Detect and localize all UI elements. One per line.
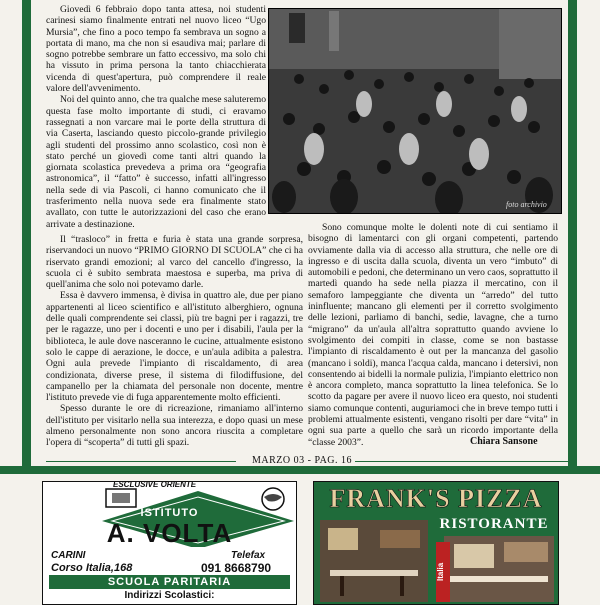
left-green-border	[22, 0, 31, 472]
article-paragraph: Noi del quinto anno, che tra qualche mese saluteremo questa fase molto importante di studi, ci eravamo rassegnati a non varcare mai le porte della struttura di via Caserta, lasciando questo piccolo-grande privilegio agli studenti del prossimo anno scolastico, così non è stato perché un giovedì come tanti altri quando la giornata scolastica prevedeva a prima ora “geografia astronomica”, il “fatto” è successo, infatti all'ingresso nella sede di via Pascoli, ci hanno comunicato che il trasferimento nella nuova sede era finalmente stato avallato, con tutte le autorizzazioni del caso che erano arrivate a destinazione.	[46, 94, 266, 230]
volta-address: Corso Italia,168	[51, 562, 133, 574]
article-paragraph: Il “trasloco” in fretta e furia è stata una grande sorpresa, riservandoci un nuovo “PRIMO GIORNO DI SCUOLA” che ci ha riservato grandi emozioni; al varco del cancello d'ingresso, la scuola ci è subito sembrata maestosa e superba, ma priva di quell'anima che solo noi potevamo darle.	[46, 234, 303, 291]
article-author: Chiara Sansone	[470, 436, 538, 447]
article-column-top-left	[46, 4, 266, 230]
volta-name: A. VOLTA	[106, 518, 233, 548]
right-green-border	[568, 0, 577, 472]
article-column-right	[308, 222, 558, 448]
volta-istituto-label: ISTITUTO	[140, 507, 199, 519]
ad-franks-pizza	[313, 481, 559, 605]
volta-indirizzi: Indirizzi Scolastici:	[124, 590, 215, 601]
restaurant-photo-graphic	[320, 520, 428, 602]
article-paragraph: Giovedì 6 febbraio dopo tanta attesa, noi studenti carinesi siamo finalmente entrati nel nuovo liceo “Ugo Mursia”, che fino a poco tempo fa sembrava un sogno a portata di mano, ma che non si esaudiva mai; parlare di sogno potrebbe sembrare un fatto eccessivo, ma solo chi ha vissuto in prima persona la tanto chiacchierata vicenda di quest'apertura, può comprendere il reale valore dell'avvenimento.	[46, 4, 266, 95]
ad-istituto-volta	[42, 481, 297, 605]
green-separator-band	[0, 466, 600, 474]
students-crowd-photo	[268, 8, 562, 214]
restaurant-room-photo	[444, 536, 554, 602]
footer-rule-left	[46, 461, 236, 462]
article-paragraph: Essa è davvero immensa, è divisa in quattro ale, due per piano appartenenti al liceo scientifico e all'istituto alberghiero, ognuna delle quali comprendente sei classi, più tre bagni per i ragazzi, tre per le ragazze, uno per i docenti e uno per i disabili, l'aula per la biblioteca, le aule dove nasceranno le cucine, attualmente esistono solo le cappe di aerazione, le docce, e un'aula adibita a palestra. Ogni aula prevede l'impianto di riscaldamento, di area condizionata, diverse prese, il sistema di filodiffusione, del campanello per la chiamata del personale non docente, mentre l'istituto prevede vie di fuga apparentemente molto efficienti.	[46, 290, 303, 404]
pizza-subtitle: RISTORANTE	[439, 516, 549, 532]
volta-arc-text: ESCLUSIVE ORIENTE	[113, 480, 197, 489]
footer-rule-right	[355, 461, 570, 462]
pizza-title: FRANK'S PIZZA	[329, 484, 543, 513]
article-column-bottom-left	[46, 234, 303, 449]
article-paragraph: Sono comunque molte le dolenti note di cui sentiamo il bisogno di lamentarci con gli organi competenti, partendo ovviamente dalla via di accesso alla struttura, che nelle ore di ingresso e di uscita dalla scuola, diventa un vero “imbuto” di automobili e pedoni, che determinano un vero caos, soprattutto il martedì quando ha sede nella piazza il mercatino, con il semaforo lampeggiante che diventa un “arredo” del tutto ininfluente; mancano gli elementi per il corretto svolgimento delle lezioni, parliamo di banchi, sedie, lavagne, che a turno “migrano” da un'aula all'altra soprattutto quando avviene lo svolgimento dei compiti in classe, come se non bastasse l'impianto di riscaldamento è out per la mancanza del gasolio (mancano i soldi), manca l'acqua calda, mancano i detersivi, non consentendo ai bidelli la normale pulizia, l'impianto elettrico non è ancora completo, manca soprattutto la linea telefonica. Se lo scotto da pagare per avere il nuovo liceo era questo, noi studenti siamo comunque contenti, auguriamoci che in breve tempo tutti i problemi attualmente esistenti, vengano risolti per dare “vita” in ogni sua parte a quello che sarà un ricordo importante della “classe 2003”.	[308, 222, 558, 448]
volta-banner: SCUOLA PARITARIA	[49, 575, 290, 589]
italia-tag: Italia	[436, 542, 450, 602]
volta-phone: 091 8668790	[201, 561, 272, 575]
crowd-photo-graphic	[269, 9, 561, 213]
photo-caption: foto archivio	[506, 200, 547, 209]
restaurant-interior-photo	[320, 520, 428, 602]
article-paragraph: Spesso durante le ore di ricreazione, rimaniamo all'interno dell'istituto per visitarlo nella sua interezza, e dopo quasi un mese almeno personalmente non sono ancora riuscita a completare l'opera di “scoperta” di tutti gli spazi.	[46, 403, 303, 449]
volta-city: CARINI	[51, 550, 86, 561]
page-footer: MARZO 03 - PAG. 16	[252, 455, 353, 466]
volta-telefax-label: Telefax	[231, 550, 266, 561]
restaurant-room-graphic	[444, 536, 554, 602]
